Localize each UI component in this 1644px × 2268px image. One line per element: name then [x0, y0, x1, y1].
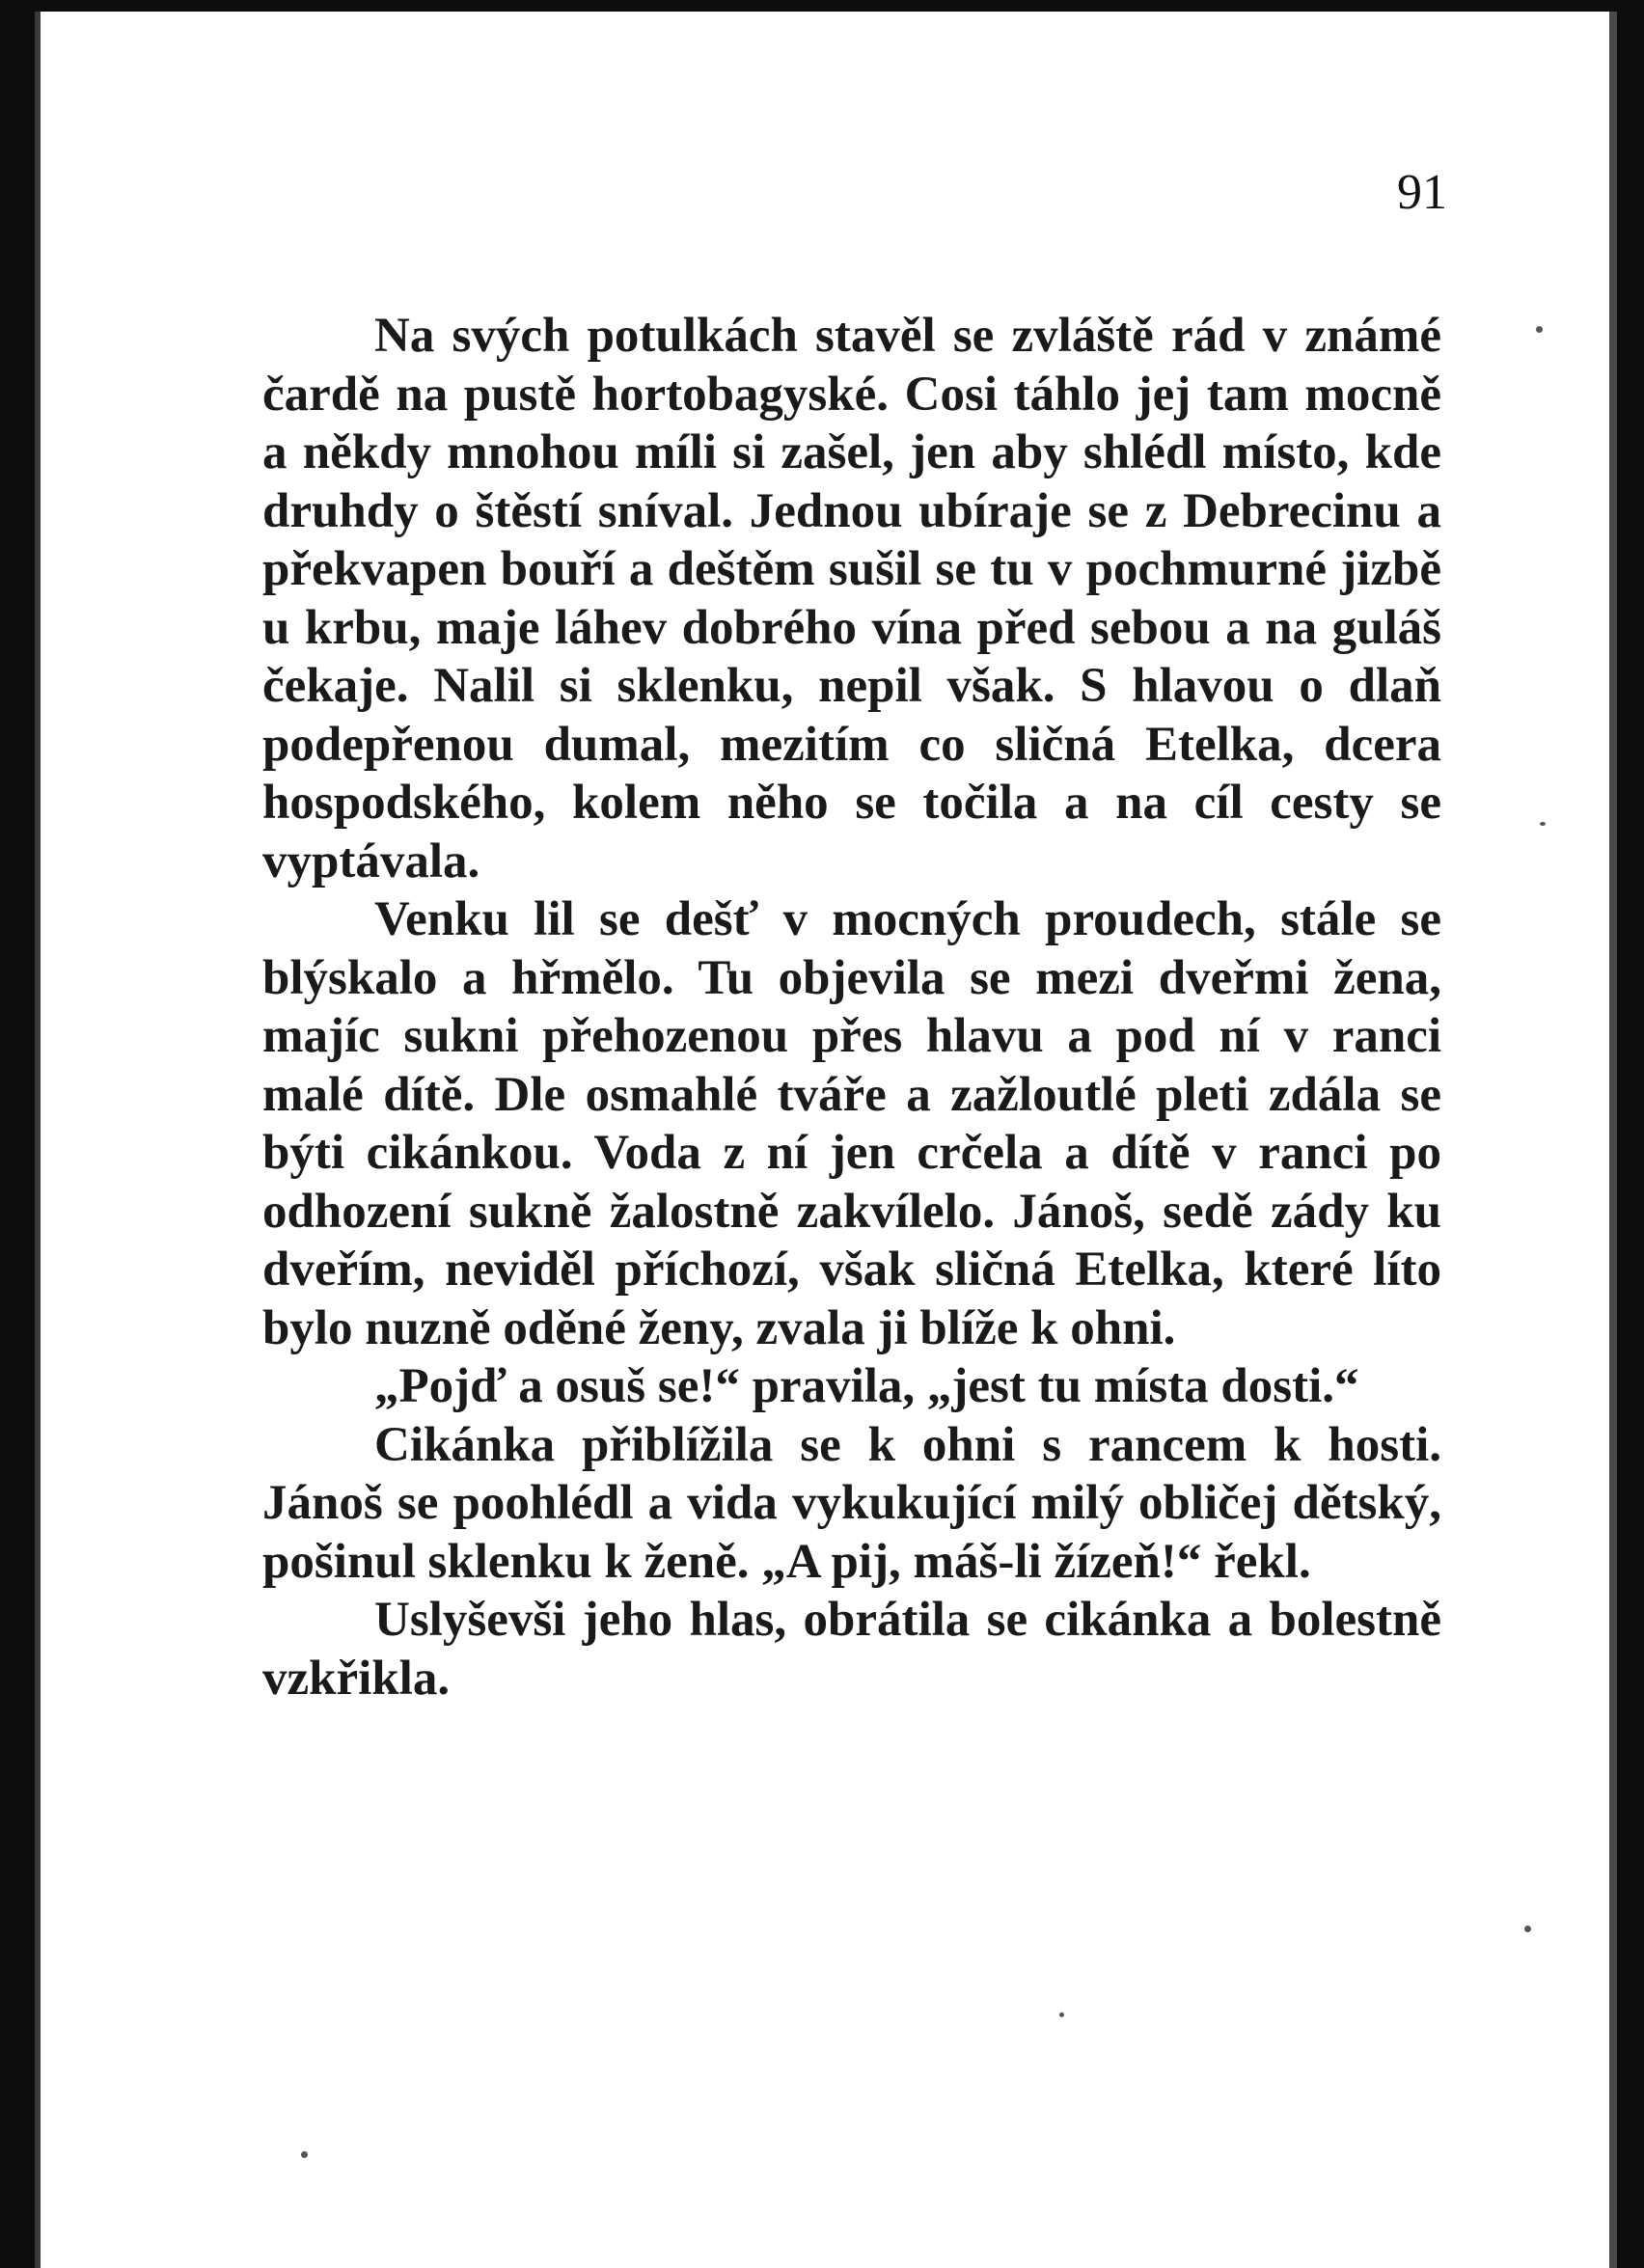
paragraph: Uslyševši jeho hlas, obrátila se cikánka a bolestně vzkřikla. — [262, 1593, 1441, 1706]
paragraph: Venku lil se dešť v mocných proudech, stále se blýskalo a hřmělo. Tu objevila se mezi dveřmi žena, majíc sukni přehozenou přes hlavu a pod ní v ranci malé dítě. Dle osmahlé tváře a zažloutlé pleti zdála se býti cikánkou. Voda z ní jen crčela a dítě v ranci po odhození sukně žalostně zakvílelo. Jánoš, sedě zády ku dveřím, neviděl příchozí, však sličná Etelka, které líto bylo nuzně oděné ženy, zvala ji blíže k ohni. — [262, 892, 1441, 1355]
scan-speck — [1540, 822, 1546, 826]
scan-border-left-shadow — [35, 12, 41, 2268]
scan-border-right-shadow — [1609, 12, 1617, 2268]
scan-speck — [1536, 326, 1543, 333]
page-number: 91 — [1397, 165, 1447, 220]
paragraph: Na svých potulkách stavěl se zvláště rád v známé čardě na pustě hortobagyské. Cosi táhlo jej tam mocně a někdy mnohou míli si zašel, jen aby shlédl místo, kde druhdy o štěstí sníval. Jednou ubíraje se z Debrecinu a překvapen bouří a deštěm sušil se tu v pochmurné jizbě u krbu, maje láhev dobrého vína před sebou a na guláš čekaje. Nalil si sklenku, nepil však. S hlavou o dlaň podepřenou dumal, mezitím co sličná Etelka, dcera hospodského, kolem něho se točila a na cíl cesty se vyptávala. — [262, 309, 1441, 888]
scan-border-right — [1617, 0, 1644, 2268]
scan-speck — [1059, 2012, 1064, 2017]
scan-border-left — [0, 0, 35, 2268]
scan-speck — [301, 2151, 308, 2158]
scan-speck — [1524, 1926, 1531, 1932]
scan-border-top — [0, 0, 1644, 12]
body-text — [262, 307, 1441, 1708]
paragraph: Cikánka přiblížila se k ohni s rancem k hosti. Jánoš se poohlédl a vida vykukující milý obličej dětský, pošinul sklenku k ženě. „A pij, máš-li žízeň!“ řekl. — [262, 1417, 1441, 1589]
paragraph: „Pojď a osuš se!“ pravila, „jest tu místa dosti.“ — [374, 1359, 1359, 1413]
